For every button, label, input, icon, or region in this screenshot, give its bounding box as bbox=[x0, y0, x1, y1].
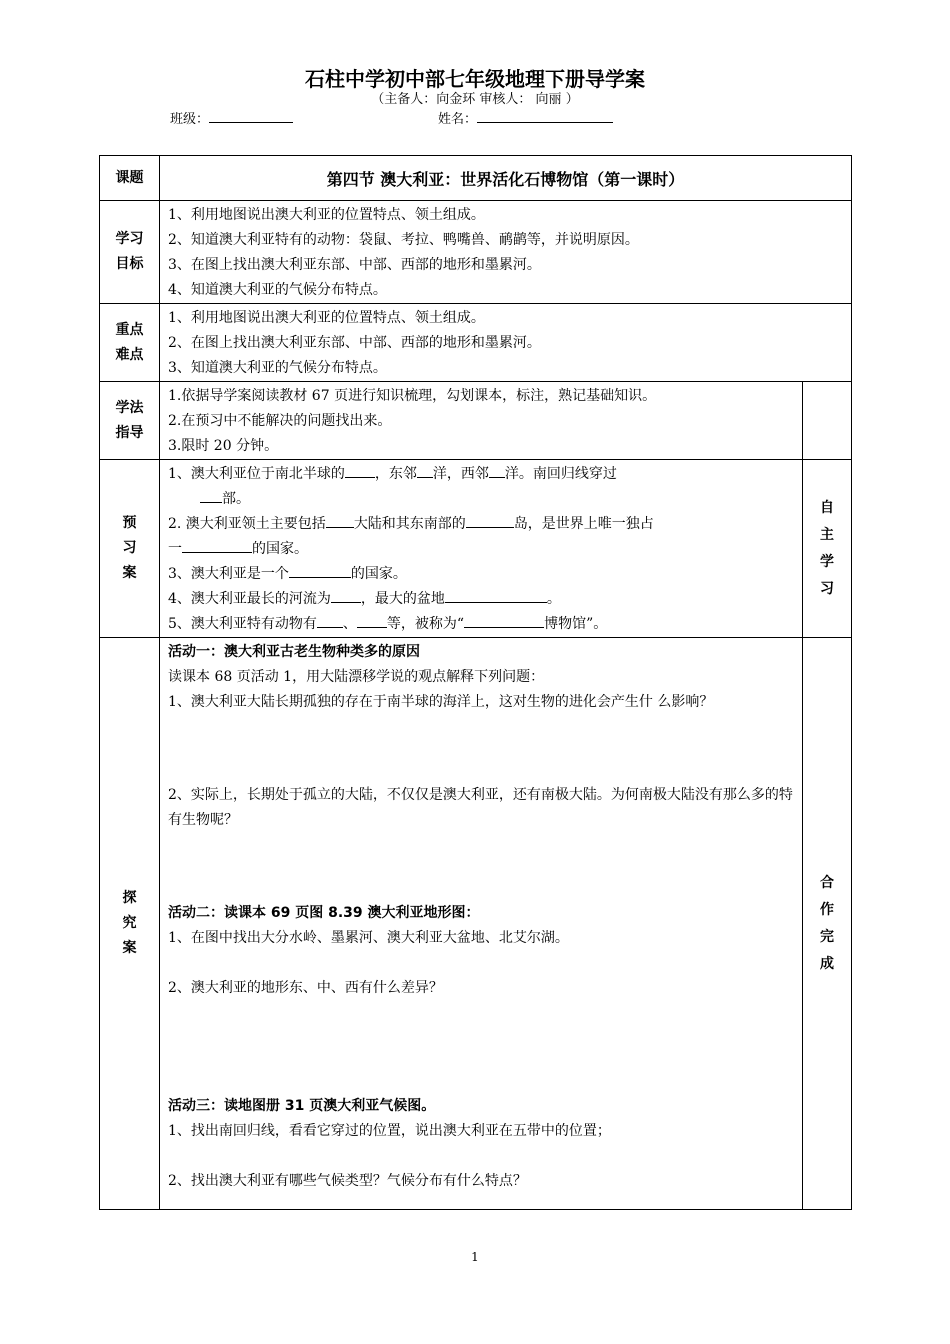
explore-label: 探 究 案 bbox=[100, 638, 160, 1210]
answer-blank[interactable] bbox=[289, 563, 351, 578]
key-points-row bbox=[100, 304, 852, 382]
activity-3-title: 活动三：读地图册 31 页澳大利亚气候图。 bbox=[168, 1098, 436, 1114]
activity-3-question-2: 2、找出澳大利亚有哪些气候类型？气候分布有什么特点？ bbox=[168, 1173, 527, 1189]
answer-blank[interactable] bbox=[326, 513, 354, 528]
page-number: 1 bbox=[471, 1250, 479, 1264]
answer-blank[interactable] bbox=[345, 463, 375, 478]
method-item: 3.限时 20 分钟。 bbox=[168, 438, 279, 454]
answer-blank[interactable] bbox=[417, 463, 433, 478]
preview-question-1-cont: 部。 bbox=[168, 487, 794, 512]
method-content bbox=[160, 382, 803, 460]
objectives-content bbox=[160, 201, 852, 304]
document-title: 石柱中学初中部七年级地理下册导学案 bbox=[305, 67, 645, 91]
explore-content bbox=[160, 638, 803, 1210]
topic-label: 课题 bbox=[100, 156, 160, 201]
key-points-label: 重点 难点 bbox=[100, 304, 160, 382]
key-point-item: 1、利用地图说出澳大利亚的位置特点、领土组成。 bbox=[168, 310, 485, 326]
preview-row bbox=[100, 460, 852, 638]
name-field bbox=[438, 110, 613, 128]
activity-1-question-2: 2、实际上，长期处于孤立的大陆，不仅仅是澳大利亚，还有南极大陆。为何南极大陆没有那么多的特有生物呢？ bbox=[168, 787, 793, 828]
answer-space[interactable] bbox=[168, 1001, 794, 1094]
name-blank[interactable] bbox=[477, 110, 613, 123]
answer-blank[interactable] bbox=[464, 613, 544, 628]
answer-blank[interactable] bbox=[200, 488, 222, 503]
method-item: 2.在预习中不能解决的问题找出来。 bbox=[168, 413, 392, 429]
answer-blank[interactable] bbox=[466, 513, 514, 528]
activity-1-title: 活动一：澳大利亚古老生物种类多的原因 bbox=[168, 644, 420, 660]
answer-blank[interactable] bbox=[489, 463, 505, 478]
key-point-item: 2、在图上找出澳大利亚东部、中部、西部的地形和墨累河。 bbox=[168, 335, 541, 351]
key-point-item: 3、知道澳大利亚的气候分布特点。 bbox=[168, 360, 387, 376]
activity-2-title: 活动二：读课本 69 页图 8.39 澳大利亚地形图： bbox=[168, 905, 480, 921]
objective-item: 3、在图上找出澳大利亚东部、中部、西部的地形和墨累河。 bbox=[168, 257, 541, 273]
answer-blank[interactable] bbox=[445, 588, 547, 603]
preview-question-3: 3、澳大利亚是一个 的国家。 bbox=[168, 562, 794, 587]
activity-3-question-1: 1、找出南回归线，看看它穿过的位置，说出澳大利亚在五带中的位置； bbox=[168, 1123, 611, 1139]
preview-question-2: 2. 澳大利亚领土主要包括 大陆和其东南部的 岛，是世界上唯一独占 bbox=[168, 512, 794, 537]
activity-2-question-2: 2、澳大利亚的地形东、中、西有什么差异？ bbox=[168, 980, 443, 996]
preview-label: 预 习 案 bbox=[100, 460, 160, 638]
class-label: 班级： bbox=[170, 112, 210, 127]
objectives-row bbox=[100, 201, 852, 304]
objective-item: 4、知道澳大利亚的气候分布特点。 bbox=[168, 282, 387, 298]
answer-blank[interactable] bbox=[317, 613, 343, 628]
objectives-label: 学习 目标 bbox=[100, 201, 160, 304]
class-blank[interactable] bbox=[209, 110, 293, 123]
document-subtitle: （主备人：向金环 审核人： 向丽 ） bbox=[371, 92, 579, 107]
answer-blank[interactable] bbox=[331, 588, 361, 603]
preview-question-2-cont: 一 的国家。 bbox=[168, 537, 794, 562]
class-field bbox=[170, 110, 293, 128]
method-row bbox=[100, 382, 852, 460]
name-label: 姓名： bbox=[438, 112, 478, 127]
preview-question-5: 5、澳大利亚特有动物有 、 等，被称为“ 博物馆”。 bbox=[168, 612, 794, 637]
answer-space[interactable] bbox=[168, 715, 794, 783]
activity-2-question-1: 1、在图中找出大分水岭、墨累河、澳大利亚大盆地、北艾尔湖。 bbox=[168, 930, 569, 946]
preview-question-1: 1、澳大利亚位于南北半球的 ，东邻 洋，西邻 洋。南回归线穿过 bbox=[168, 462, 794, 487]
answer-space[interactable] bbox=[168, 1144, 794, 1169]
preview-content bbox=[160, 460, 803, 638]
method-side-cell bbox=[803, 382, 852, 460]
method-item: 1.依据导学案阅读教材 67 页进行知识梳理，勾划课本，标注，熟记基础知识。 bbox=[168, 388, 657, 404]
answer-space[interactable] bbox=[168, 833, 794, 901]
activity-1-question-1: 1、澳大利亚大陆长期孤独的存在于南半球的海洋上，这对生物的进化会产生什 么影响？ bbox=[168, 694, 714, 710]
key-points-content bbox=[160, 304, 852, 382]
objective-item: 2、知道澳大利亚特有的动物：袋鼠、考拉、鸭嘴兽、鸸鹋等，并说明原因。 bbox=[168, 232, 639, 248]
lesson-title: 第四节 澳大利亚：世界活化石博物馆（第一课时） bbox=[160, 156, 852, 201]
objective-item: 1、利用地图说出澳大利亚的位置特点、领土组成。 bbox=[168, 207, 485, 223]
answer-space[interactable] bbox=[168, 951, 794, 976]
cooperate-label: 合 作 完 成 bbox=[803, 638, 852, 1210]
study-guide-table bbox=[99, 155, 852, 1210]
method-label: 学法 指导 bbox=[100, 382, 160, 460]
explore-row bbox=[100, 638, 852, 1210]
activity-1-intro: 读课本 68 页活动 1，用大陆漂移学说的观点解释下列问题： bbox=[168, 669, 545, 685]
answer-blank[interactable] bbox=[357, 613, 387, 628]
answer-blank[interactable] bbox=[182, 538, 252, 553]
preview-question-4: 4、澳大利亚最长的河流为 ，最大的盆地 。 bbox=[168, 587, 794, 612]
topic-row bbox=[100, 156, 852, 201]
self-study-label: 自 主 学 习 bbox=[803, 460, 852, 638]
